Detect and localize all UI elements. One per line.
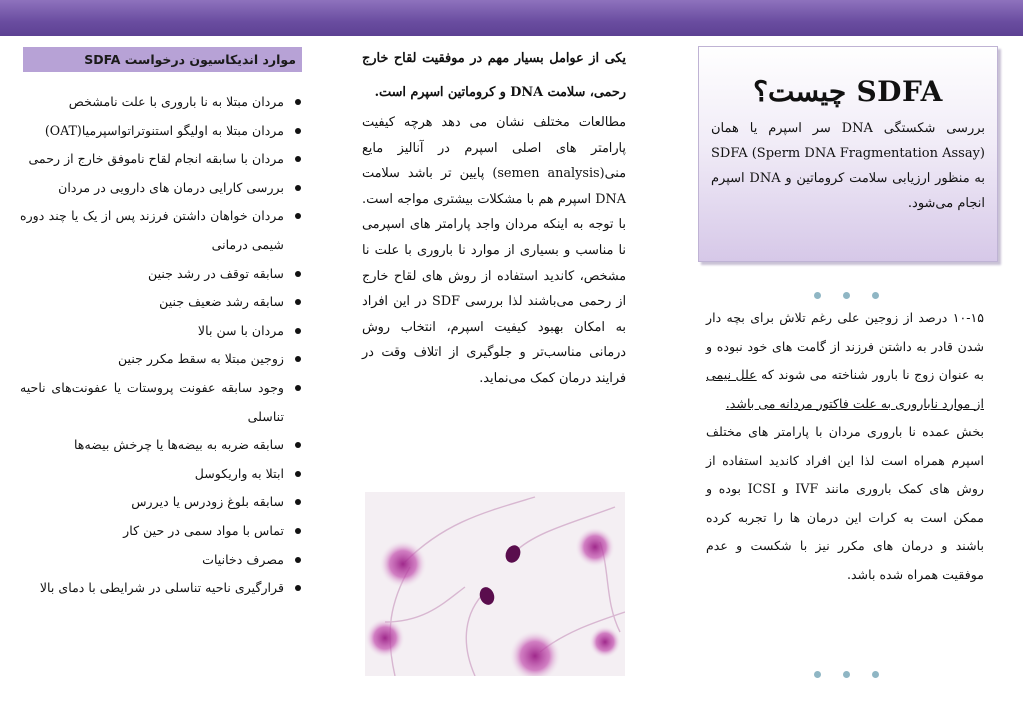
indication-item: سابقه رشد ضعیف جنین — [20, 288, 284, 317]
indication-item: مردان با سن بالا — [20, 317, 284, 346]
infertility-paragraph — [706, 304, 984, 418]
indication-item: سابقه بلوغ زودرس یا دیررس — [20, 488, 284, 517]
indication-item: وجود سابقه عفونت پروستات یا عفونت‌های ناحیه تناسلی — [20, 374, 284, 431]
indication-item: ابتلا به واریکوسل — [20, 460, 284, 489]
intro-text — [706, 304, 984, 589]
indication-item: مصرف دخانیات — [20, 546, 284, 575]
infertility-text: ۱۰-۱۵ درصد از زوجین علی رغم تلاش برای بچه دار شدن قادر به داشتن فرزند از گامت های خود نبوده و به عنوان زوج نا بارور شناخته می شوند که — [706, 310, 984, 382]
indications-header: موارد اندیکاسیون درخواست SDFA — [23, 47, 302, 72]
dot-icon — [872, 292, 879, 299]
decorative-dots-top — [814, 292, 879, 299]
indication-item: سابقه ضربه به بیضه‌ها یا چرخش بیضه‌ها — [20, 431, 284, 460]
indication-item: مردان با سابقه انجام لقاح ناموفق خارج از رحمی — [20, 145, 284, 174]
lead-paragraph: یکی از عوامل بسیار مهم در موفقیت لقاح خارج رحمی، سلامت DNA و کروماتین اسپرم است. — [362, 51, 626, 100]
indications-list — [20, 88, 304, 603]
sperm-micrograph-icon — [365, 492, 625, 676]
middle-text — [362, 42, 626, 392]
male-factor-text: علل نیمی از موارد ناباروری به علت فاکتور مردانه می باشد. — [706, 367, 984, 411]
sperm-image — [365, 492, 625, 676]
title-description: بررسی شکستگی DNA سر اسپرم یا همان SDFA (Sperm DNA Fragmentation Assay) به منظور ارزیابی سلامت کروماتین و DNA اسپرم انجام می‌شود. — [710, 121, 986, 211]
indication-item: مردان مبتلا به نا باروری با علت نامشخص — [20, 88, 284, 117]
indication-item: مردان مبتلا به اولیگو استنوتراتواسپرمیا(OAT) — [20, 117, 284, 146]
dot-icon — [843, 292, 850, 299]
dot-icon — [814, 292, 821, 299]
body-paragraph: مطالعات مختلف نشان می دهد هرچه کیفیت پارامتر های اصلی اسپرم در آنالیز مایع منی(semen analysis) پایین تر باشد سلامت DNA اسپرم هم با مشکلات بیشتری مواجه است. با توجه به اینکه مردان واجد پارامتر های اسپرمی نا مناسب و بسیاری از موارد نا باروری با علت نا مشخص، کاندید استفاده از روش های لقاح خارج از رحمی می‌باشند لذا بررسی SDF در این افراد به امکان بهبود کیفیت اسپرم، انتخاب روش درمانی مناسب‌تر و جلوگیری از اتلاف وقت در فرایند درمان کمک می‌نماید. — [362, 115, 627, 386]
title-box — [698, 46, 998, 262]
header-bar — [0, 0, 1023, 36]
indication-item: مردان خواهان داشتن فرزند پس از یک یا چند دوره شیمی درمانی — [20, 202, 284, 259]
dot-icon — [843, 671, 850, 678]
dot-icon — [814, 671, 821, 678]
indication-item: زوجین مبتلا به سقط مکرر جنین — [20, 345, 284, 374]
indication-item: سابقه توقف در رشد جنین — [20, 260, 284, 289]
indication-item: تماس با مواد سمی در حین کار — [20, 517, 284, 546]
art-paragraph: بخش عمده نا باروری مردان با پارامتر های مختلف اسپرم همراه است لذا این افراد کاندید استفاده از روش های کمک باروری مانند IVF و ICSI بوده و ممکن است به کرات این درمان ها را تجربه کرده باشند و درمان های مکرر نیز با شکست و عدم موفقیت همراه شده باشد. — [706, 424, 984, 582]
indication-item: بررسی کارایی درمان های دارویی در مردان — [20, 174, 284, 203]
decorative-dots-bottom — [814, 671, 879, 678]
dot-icon — [872, 671, 879, 678]
indication-item: قرارگیری ناحیه تناسلی در شرایطی با دمای بالا — [20, 574, 284, 603]
page-title: SDFA چیست؟ — [753, 75, 943, 108]
